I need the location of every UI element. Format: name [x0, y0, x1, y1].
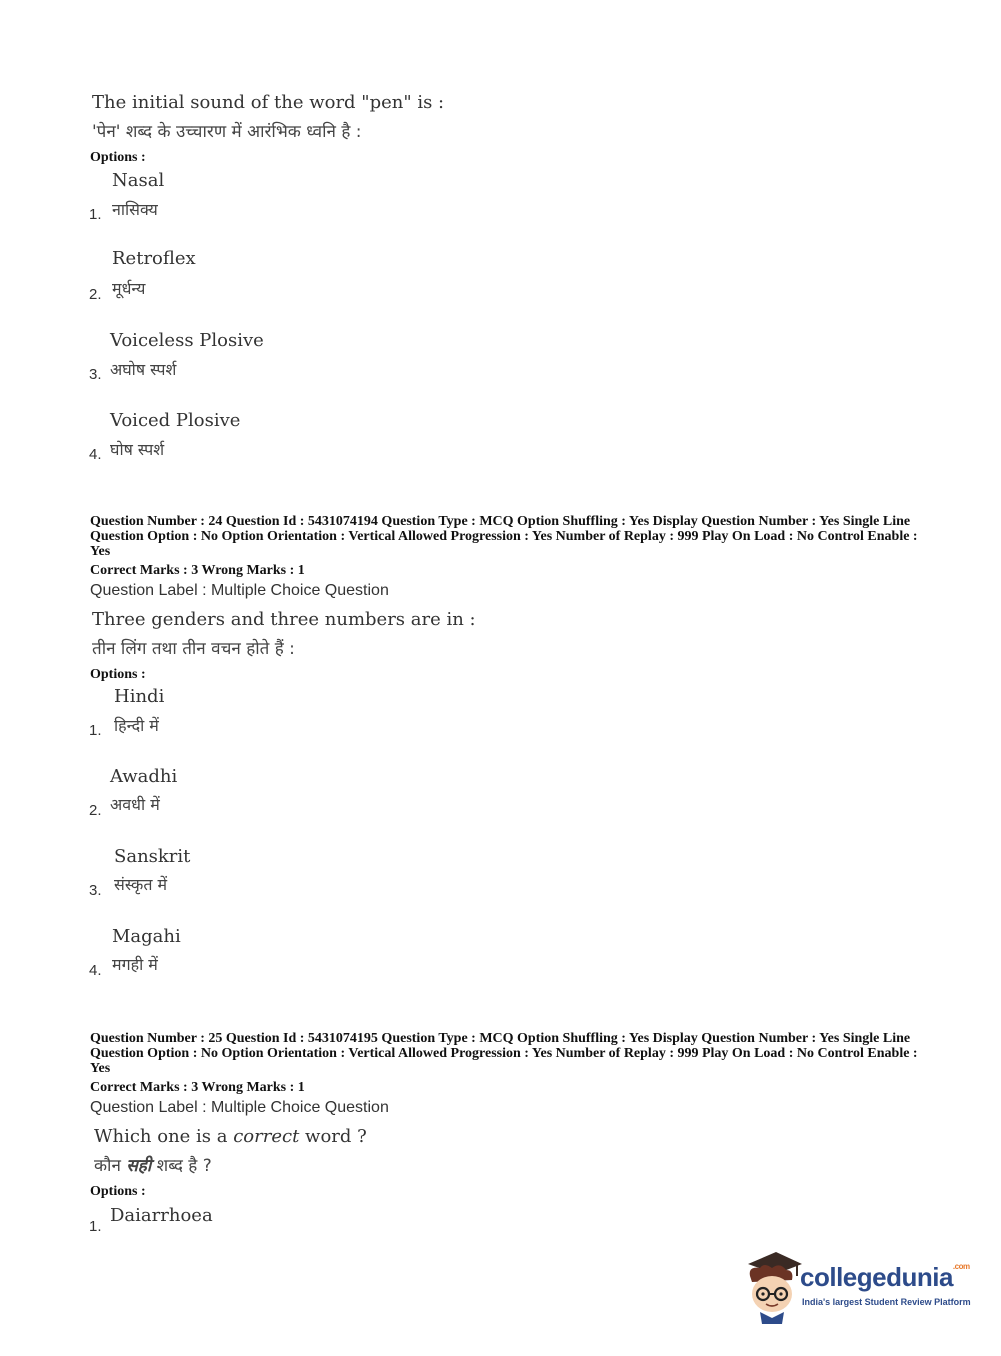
option-3-hi: अघोष स्पर्श: [110, 360, 177, 379]
marks-info: Correct Marks : 3 Wrong Marks : 1: [90, 1080, 305, 1095]
option-2-number: 2.: [89, 802, 102, 819]
logo-wordmark: [800, 1262, 970, 1293]
option-1-en: Nasal: [112, 170, 165, 191]
options-heading: Options :: [90, 1184, 146, 1199]
logo-name: collegedunia: [800, 1262, 953, 1292]
option-1-en: Hindi: [114, 686, 165, 707]
question-text-en: [94, 1126, 367, 1147]
question-text-hi-post: शब्द है ?: [151, 1156, 212, 1176]
question-text-en-post: word ?: [299, 1126, 367, 1147]
question-meta: Question Number : 25 Question Id : 5431074195 Question Type : MCQ Option Shuffling : Yes Display Question Number : Yes Single Line Question Option : No Option Orientation : Vertical Allowed Progression : Yes Number of Replay : 999 Play On Load : No Control Enable : Yes: [90, 1031, 918, 1076]
option-1-number: 1.: [89, 206, 102, 223]
option-2-hi: मूर्धन्य: [112, 279, 146, 298]
option-1-hi: नासिक्य: [112, 200, 158, 219]
question-text-hi-pre: कौन: [94, 1156, 127, 1176]
question-text-hi: तीन लिंग तथा तीन वचन होते हैं :: [92, 639, 295, 659]
option-3-hi: संस्कृत में: [114, 875, 168, 894]
option-1-hi: हिन्दी में: [114, 716, 159, 735]
option-4-en: Voiced Plosive: [110, 410, 241, 431]
question-text-en: Three genders and three numbers are in :: [92, 609, 476, 630]
options-heading: Options :: [90, 150, 146, 165]
logo-suffix: .com: [952, 1262, 970, 1271]
question-text-hi: 'पेन' शब्द के उच्चारण में आरंभिक ध्वनि है :: [92, 122, 362, 142]
option-1-number: 1.: [89, 722, 102, 739]
option-4-hi: मगही में: [112, 955, 158, 974]
option-2-number: 2.: [89, 286, 102, 303]
mascot-icon: [742, 1246, 804, 1326]
option-4-en: Magahi: [112, 926, 181, 947]
question-text-en: The initial sound of the word "pen" is :: [92, 92, 445, 113]
option-3-number: 3.: [89, 366, 102, 383]
question-label: Question Label : Multiple Choice Question: [90, 1099, 389, 1116]
question-text-en-emphasis: correct: [233, 1126, 300, 1147]
option-4-number: 4.: [89, 446, 102, 463]
option-4-number: 4.: [89, 962, 102, 979]
option-4-hi: घोष स्पर्श: [110, 440, 165, 459]
question-text-en-pre: Which one is a: [94, 1126, 234, 1147]
option-1-en: Daiarrhoea: [110, 1205, 213, 1226]
option-3-en: Voiceless Plosive: [110, 330, 264, 351]
option-1-number: 1.: [89, 1218, 102, 1235]
option-2-en: Awadhi: [110, 766, 178, 787]
marks-info: Correct Marks : 3 Wrong Marks : 1: [90, 563, 305, 578]
question-meta: Question Number : 24 Question Id : 5431074194 Question Type : MCQ Option Shuffling : Yes Display Question Number : Yes Single Line Question Option : No Option Orientation : Vertical Allowed Progression : Yes Number of Replay : 999 Play On Load : No Control Enable : Yes: [90, 514, 918, 559]
logo-tagline: India's largest Student Review Platform: [802, 1297, 971, 1307]
options-heading: Options :: [90, 667, 146, 682]
option-2-hi: अवधी में: [110, 795, 160, 814]
collegedunia-logo: [742, 1246, 972, 1326]
option-2-en: Retroflex: [112, 248, 196, 269]
option-3-number: 3.: [89, 882, 102, 899]
question-text-hi-emphasis: सही: [126, 1156, 152, 1176]
question-label: Question Label : Multiple Choice Question: [90, 582, 389, 599]
option-3-en: Sanskrit: [114, 846, 191, 867]
question-text-hi: [94, 1153, 212, 1176]
